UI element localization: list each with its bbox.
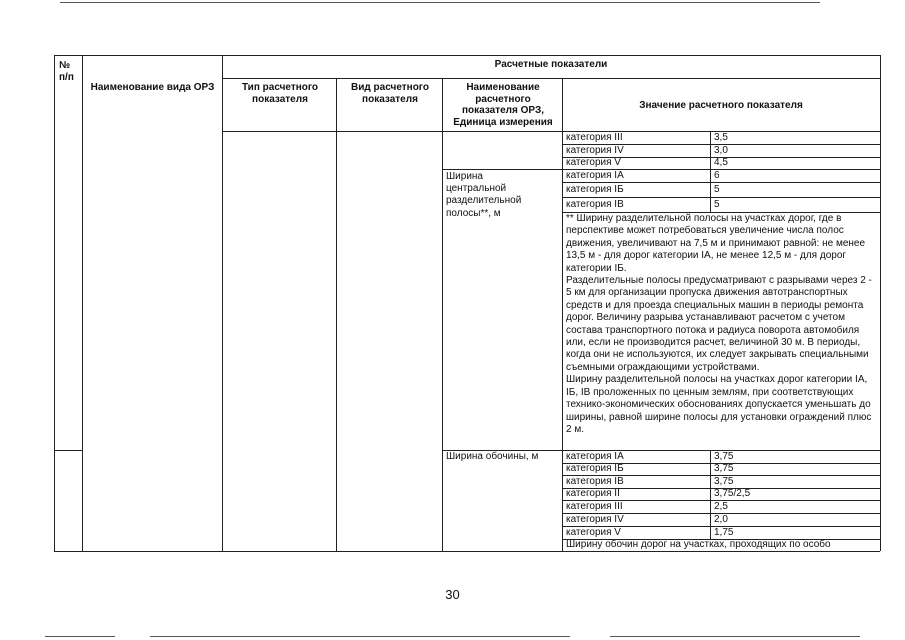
header-bottom (222, 131, 880, 132)
page-number: 30 (445, 587, 460, 602)
value-cell: 2,5 (714, 501, 728, 512)
category-cell: категория IБ (566, 184, 624, 195)
shoulder-name: Ширина обочины, м (446, 451, 539, 462)
header-num: № п/п (59, 60, 74, 83)
col-line-4 (442, 78, 443, 551)
category-cell: категория V (566, 157, 621, 168)
row-line (442, 169, 880, 170)
value-cell: 3,75 (714, 463, 734, 474)
category-cell: категория IA (566, 451, 624, 462)
table-border-top (54, 55, 880, 56)
category-cell: категория V (566, 527, 621, 538)
median-strip-name: Ширина центральной разделительной полосы**, м (446, 171, 522, 219)
category-cell: категория IБ (566, 463, 624, 474)
value-cell: 6 (714, 170, 720, 181)
shoulder-trailing-text: Ширину обочин дорог на участках, проходящих по особо (566, 539, 831, 550)
category-cell: категория IB (566, 199, 624, 210)
col-line-5 (562, 78, 563, 551)
category-cell: категория IV (566, 145, 624, 156)
category-cell: категория IB (566, 476, 624, 487)
category-cell: категория III (566, 132, 623, 143)
col-line-6 (880, 55, 881, 551)
category-cell: категория IA (566, 170, 624, 181)
value-cell: 5 (714, 199, 720, 210)
value-cell: 3,0 (714, 145, 728, 156)
header-indicator-type: Тип расчетного показателя (241, 82, 319, 105)
scan-edge-bottom-right (610, 636, 860, 637)
header-orz-type: Наименование вида ОРЗ (90, 82, 215, 93)
value-cell: 1,75 (714, 527, 734, 538)
col-line-1 (82, 55, 83, 551)
scan-edge-top (60, 2, 820, 3)
header-calc-indicators: Расчетные показатели (494, 59, 608, 70)
median-strip-note: ** Ширину разделительной полосы на участках дорог, где в перспективе может потребоваться увеличение числа полос движения, увеличивают на 7,5 м и принимают равной: не менее 13,5 м - для дорог категории IA, не менее 12,5 м - для дорог категории IБ. Разделительные полосы предусматривают с разрывами через 2 - 5 км для организации пропуска движения автотранспортных средств и для проезда специальных машин в периоды ремонта дорог. Величину разрыва устанавливают расчетом с учетом состава транспортного потока и радиуса поворота автомобиля или, если не производится расчет, величиной 30 м. В периоды, когда они не используются, их следует закрывать специальными съемными ограждающими устройствами. Ширину разделительной полосы на участках дорог категории IA, IБ, IB проложенных по ценным землям, при соответствующих технико-экономических обоснованиях допускается уменьшать до ширины, равной ширине полосы для установки ограждений плюс 2 м. (566, 213, 872, 435)
value-cell: 3,75/2,5 (714, 488, 751, 499)
scan-edge-bottom-left (45, 636, 115, 637)
category-cell: категория II (566, 488, 620, 499)
value-cell: 3,75 (714, 451, 734, 462)
row-line (54, 450, 82, 451)
row-line (562, 197, 880, 198)
value-cell: 2,0 (714, 514, 728, 525)
value-cell: 5 (714, 184, 720, 195)
header-indicator-kind: Вид расчетного показателя (351, 82, 429, 105)
col-line-2 (222, 55, 223, 551)
value-cell: 3,5 (714, 132, 728, 143)
col-line-0 (54, 55, 55, 551)
header-indicator-value: Значение расчетного показателя (639, 100, 803, 111)
category-cell: категория III (566, 501, 623, 512)
table-border-bottom (54, 551, 880, 552)
scan-edge-bottom-mid (150, 636, 570, 637)
value-cell: 4,5 (714, 157, 728, 168)
header-divider (222, 78, 880, 79)
col-line-3 (336, 78, 337, 551)
category-cell: категория IV (566, 514, 624, 525)
row-line (562, 182, 880, 183)
header-indicator-name: Наименование расчетного показателя ОРЗ, Единица измерения (453, 82, 553, 128)
value-cell: 3,75 (714, 476, 734, 487)
